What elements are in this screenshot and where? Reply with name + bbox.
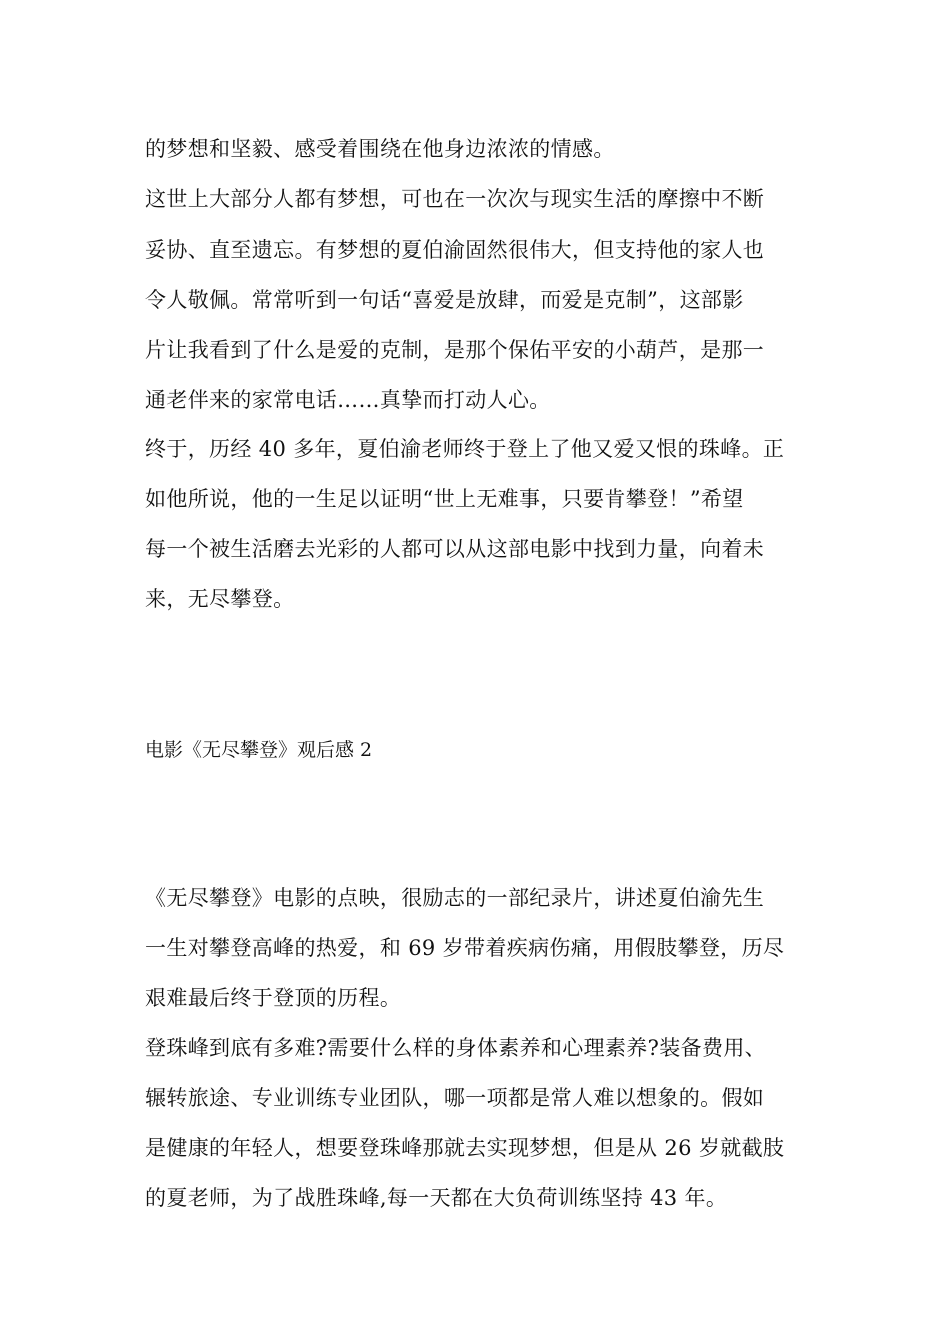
paragraph-line: 辗转旅途、专业训练专业团队，哪一项都是常人难以想象的。假如: [145, 1086, 765, 1110]
paragraph-line: 片让我看到了什么是爱的克制，是那个保佑平安的小葫芦，是那一: [145, 338, 765, 362]
paragraph-line: 的梦想和坚毅、感受着围绕在他身边浓浓的情感。: [145, 137, 615, 161]
paragraph-line: 每一个被生活磨去光彩的人都可以从这部电影中找到力量，向着未: [145, 537, 765, 561]
paragraph-line: 令人敬佩。常常听到一句话“喜爱是放肆，而爱是克制”，这部影: [145, 288, 744, 312]
paragraph-line: 一生对攀登高峰的热爱，和 69 岁带着疾病伤痛，用假肢攀登，历尽: [145, 936, 785, 960]
paragraph-line: 来，无尽攀登。: [145, 587, 295, 611]
paragraph-line: 的夏老师，为了战胜珠峰,每一天都在大负荷训练坚持 43 年。: [145, 1186, 728, 1210]
section-title: 电影《无尽攀登》观后感 2: [145, 739, 373, 761]
paragraph-line: 《无尽攀登》电影的点映，很励志的一部纪录片，讲述夏伯渝先生: [145, 886, 765, 910]
paragraph-line: 登珠峰到底有多难?需要什么样的身体素养和心理素养?装备费用、: [145, 1036, 767, 1060]
paragraph-line: 通老伴来的家常电话……真挚而打动人心。: [145, 388, 551, 412]
paragraph-line: 妥协、直至遗忘。有梦想的夏伯渝固然很伟大，但支持他的家人也: [145, 238, 765, 262]
paragraph-line: 终于，历经 40 多年，夏伯渝老师终于登上了他又爱又恨的珠峰。正: [145, 437, 785, 461]
paragraph-line: 这世上大部分人都有梦想，可也在一次次与现实生活的摩擦中不断: [145, 187, 765, 211]
paragraph-line: 艰难最后终于登顶的历程。: [145, 986, 402, 1010]
paragraph-line: 如他所说，他的一生足以证明“世上无难事，只要肯攀登！”希望: [145, 487, 744, 511]
paragraph-line: 是健康的年轻人，想要登珠峰那就去实现梦想，但是从 26 岁就截肢: [145, 1136, 785, 1160]
